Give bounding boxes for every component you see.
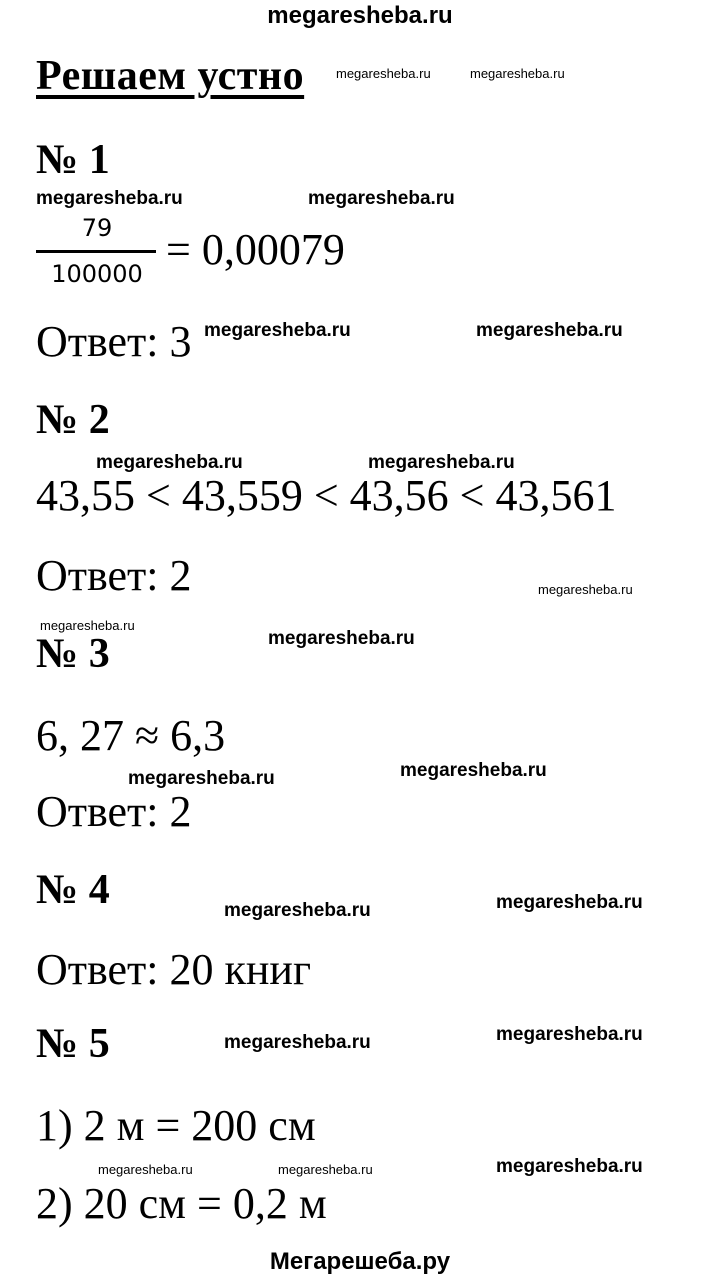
task-1-answer: Ответ: 3 (36, 317, 192, 366)
watermark: megaresheba.ru (278, 1162, 373, 1177)
page-title: Решаем устно (36, 53, 305, 99)
task-5-label: № 5 (36, 1021, 110, 1067)
watermark-top: megaresheba.ru (267, 2, 453, 29)
task-1-label: № 1 (36, 137, 110, 183)
task-5-line-2: 2) 20 см = 0,2 м (36, 1179, 327, 1228)
fraction-bar (36, 250, 156, 253)
watermark: megaresheba.ru (470, 66, 565, 81)
watermark: megaresheba.ru (476, 320, 623, 341)
watermark: megaresheba.ru (98, 1162, 193, 1177)
watermark: megaresheba.ru (496, 892, 643, 913)
watermark: megaresheba.ru (40, 618, 135, 633)
task-3-label: № 3 (36, 631, 110, 677)
watermark: megaresheba.ru (36, 188, 183, 209)
watermark: megaresheba.ru (496, 1156, 643, 1177)
watermark: megaresheba.ru (496, 1024, 643, 1045)
task-4-label: № 4 (36, 867, 110, 913)
task-2-label: № 2 (36, 397, 110, 443)
watermark: megaresheba.ru (224, 1032, 371, 1053)
task-1-equation: = 0,00079 (166, 225, 345, 274)
watermark-bottom: Мегарешеба.ру (269, 1248, 451, 1275)
watermark: megaresheba.ru (538, 582, 633, 597)
watermark: megaresheba.ru (368, 452, 515, 473)
fraction-denominator: 100000 (51, 260, 143, 288)
task-4-answer: Ответ: 20 книг (36, 945, 312, 994)
task-2-inequality: 43,55 < 43,559 < 43,56 < 43,561 (36, 471, 617, 520)
fraction-numerator: 79 (81, 214, 113, 242)
task-1-fraction (36, 214, 158, 294)
watermark: megaresheba.ru (308, 188, 455, 209)
watermark: megaresheba.ru (204, 320, 351, 341)
task-2-answer: Ответ: 2 (36, 551, 192, 600)
watermark: megaresheba.ru (400, 760, 547, 781)
task-3-approx: 6, 27 ≈ 6,3 (36, 711, 226, 760)
watermark: megaresheba.ru (336, 66, 431, 81)
task-3-answer: Ответ: 2 (36, 787, 192, 836)
watermark: megaresheba.ru (224, 900, 371, 921)
watermark: megaresheba.ru (96, 452, 243, 473)
watermark: megaresheba.ru (128, 768, 275, 789)
task-5-line-1: 1) 2 м = 200 см (36, 1101, 316, 1150)
watermark: megaresheba.ru (268, 628, 415, 649)
